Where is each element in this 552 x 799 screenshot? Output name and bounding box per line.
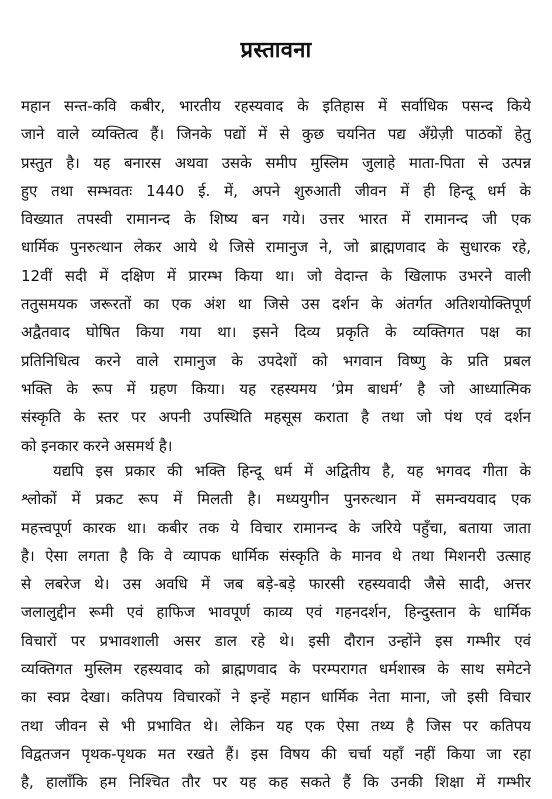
text-line: विद्वतजन पृथक-पृथक मत रखते हैं। इस विषय की चर्चा यहाँ नहीं किया जा रहा [21,744,531,763]
text-line: संस्कृति के स्तर पर अपनी उपस्थिति महसूस कराता है तथा जो पंथ एवं दर्शन [21,408,531,427]
text-line: तथा जीवन से भी प्रभावित थे। लेकिन यह एक ऐसा तथ्य है जिस पर कतिपय [21,716,531,735]
text-line: भक्ति के रूप में ग्रहण किया। यह रहस्यमय ‘प्रेम बाधर्म’ है जो आध्यात्मिक [21,379,531,398]
text-line: यद्यपि इस प्रकार की भक्ति हिन्दू धर्म में अद्वितीय है, यह भगवद गीता के [53,462,531,480]
text-line: को इनकार करने असमर्थ है। [21,436,173,455]
paragraph-1 [21,92,531,460]
text-line: प्रतिनिधित्व करने वाले रामानुज के उपदेशों को भगवान विष्णु के प्रति प्रबल [21,351,531,370]
paragraph-2 [21,457,531,797]
text-line: महत्त्वपूर्ण कारक था। कबीर तक ये विचार रामानन्द के जरिये पहुँचा, बताया जाता [21,518,531,537]
text-line: विचारों पर प्रभावशाली असर डाल रहे थे। इसी दौरान उन्होंने इस गम्भीर एवं [21,631,531,650]
text-line: है, हालाँकि हम निश्चित तौर पर यह कह सकते हैं कि उनकी शिक्षा में गम्भीर [21,773,531,792]
text-line: महान सन्त-कवि कबीर, भारतीय रहस्यवाद के इतिहास में सर्वाधिक पसन्द किये [21,97,531,115]
page-title: प्रस्तावना [240,38,312,63]
text-line: ततुसमयक जरूरतों का एक अंश था जिसे उस दर्शन के अंतर्गत अतिशयोक्तिपूर्ण [21,295,531,314]
text-line: का स्वप्न देखा। कतिपय विचारकों ने इन्हें महान धार्मिक नेता माना, जो इसी विचार [21,688,531,707]
text-line: से लबरेज थे। उस अवधि में जब बड़े-बड़े फारसी रहस्यवादी जैसे सादी, अत्तर [21,575,531,594]
text-line: अद्वैतवाद घोषित किया गया था। इसने दिव्य प्रकृति के व्यक्तिगत पक्ष का [21,323,531,342]
text-line: श्लोकों में प्रकट रूप में मिलती है। मध्ययुगीन पुनरुत्थान में समन्वयवाद एक [21,490,531,509]
text-line: विख्यात तपस्वी रामानन्द के शिष्य बन गये। उत्तर भारत में रामानन्द जी एक [21,210,531,229]
text-line: है। ऐसा लगता है कि वे व्यापक धार्मिक संस्कृति के मानव थे तथा मिशनरी उत्साह [21,546,531,565]
text-line: हुए तथा सम्भवतः 1440 ई. में, अपने शुरुआती जीवन में ही हिन्दू धर्म के [21,181,531,200]
text-line: व्यक्तिगत मुस्लिम रहस्यवाद को ब्राह्मणवाद के परम्परागत धर्मशास्त्र के साथ समेटने [21,660,531,679]
text-line: 12वीं सदी में दक्षिण में प्रारम्भ किया था। जो वेदान्त के खिलाफ उभरने वाली [21,266,531,285]
text-line: जलालुद्दीन रूमी एवं हाफिज भावपूर्ण काव्य एवं गहनदर्शन, हिन्दुस्तान के धार्मिक [21,603,531,622]
text-line: धार्मिक पुनरुत्थान लेकर आये थे जिसे रामानुज ने, जो ब्राह्मणवाद के सुधारक रहे, [21,238,531,257]
text-line: जाने वाले व्यक्तित्व हैं। जिनके पद्यों में से कुछ चयनित पद्य अँग्रेज़ी पाठकों हेतु [21,125,531,144]
text-line: प्रस्तुत है। यह बनारस अथवा उसके समीप मुस्लिम जुलाहे माता-पिता से उत्पन्न [21,153,531,172]
